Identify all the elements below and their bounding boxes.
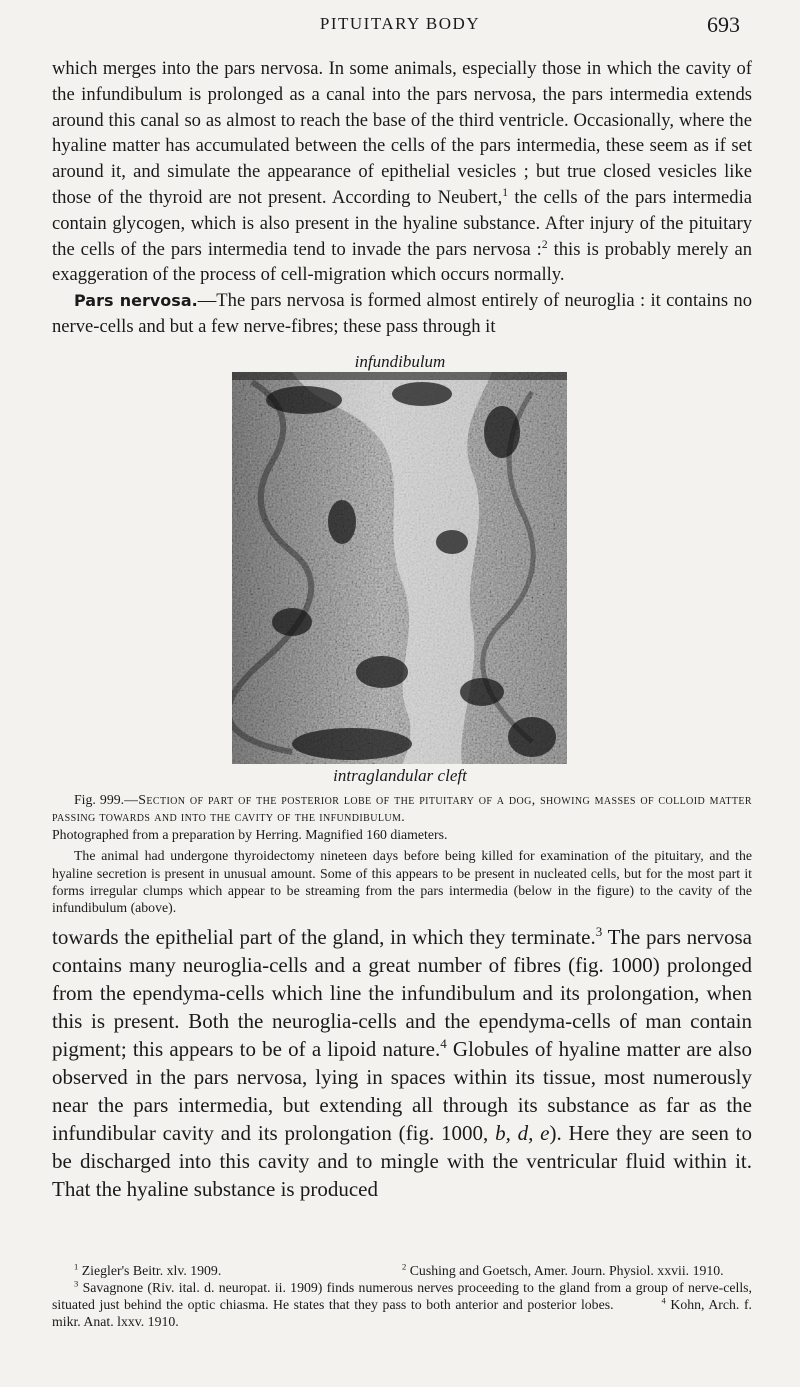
micrograph-image <box>232 372 567 764</box>
upper-body-text <box>52 56 752 340</box>
figure-label-intraglandular-cleft: intraglandular cleft <box>333 766 467 785</box>
figure-caption <box>52 791 752 917</box>
paragraph-text: Globules of hyaline matter are also observed in the pars nervosa, lying in spaces within its tissue, most numerously near the pars intermedia, but extending all through its substance as far as the infundibular cavity and its prolongation (fig. 1000, <box>52 1037 753 1145</box>
paragraph-text: The pars nervosa contains many neuroglia-cells and a great number of fibres (fig. 1000) prolonged from the ependyma-cells which line the infundibulum and its prolongation, when this is present. Both the neuroglia-cells and the ependyma-cells of man contain pigment; this appears to be of a lipoid nature. <box>52 925 752 1061</box>
section-heading: Pars nervosa. <box>74 291 198 311</box>
page-header <box>0 14 800 42</box>
paragraph-text: —The pars nervosa is formed almost entirely of neuroglia : it contains no nerve-cells and but a few nerve-fibres; these pass through it <box>52 290 753 337</box>
footnote-2 <box>402 1262 752 1279</box>
paragraph-text: this is probably merely an exaggeration of the process of cell-migration which occurs normally. <box>52 238 752 286</box>
footnotes <box>52 1262 752 1330</box>
figure-label-infundibulum: infundibulum <box>354 352 446 371</box>
footnote-text: Cushing and Goetsch, Amer. Journ. Physiol. xxvii. 1910. <box>406 1263 724 1278</box>
caption-credit: Photographed from a preparation by Herring. Magnified 160 diameters. <box>52 826 448 842</box>
footnote-mark: 1 <box>74 1261 79 1272</box>
caption-note: The animal had undergone thyroidectomy nineteen days before being killed for examination of the pituitary, and the hyaline secretion is present in unusual amount. Some of this appears to be present in nucleated cells, but for the most part it forms irregular clumps which appear to be streaming from the pars intermedia (below in the figure) to the cavity of the infundibulum (above). <box>52 848 752 916</box>
footnote-ref: 4 <box>440 1036 447 1051</box>
footnote-ref: 1 <box>502 186 508 199</box>
footnote-ref: 2 <box>541 238 548 251</box>
footnote-text: Savagnone (Riv. ital. d. neuropat. ii. 1909) finds numerous nerves proceeding to the gland from a group of nerve-cells, situated just behind the optic chiasma. He states that they pass to both anterior and posterior lobes. <box>52 1280 752 1312</box>
caption-title-text: —Section of part of the posterior lobe of the pituitary of a dog, showing masses of colloid matter passing towards and into the cavity of the infundibulum. <box>52 792 752 825</box>
footnote-text: Ziegler's Beitr. xlv. 1909. <box>78 1263 222 1278</box>
page-number: 693 <box>707 12 740 37</box>
footnote-mark: 2 <box>402 1261 407 1272</box>
caption-title <box>52 791 752 826</box>
caption-figure-number: Fig. 999. <box>74 792 125 807</box>
footnote-3 <box>52 1279 752 1330</box>
paragraph-pars-intermedia <box>52 56 752 288</box>
paragraph-continuation <box>52 923 752 1203</box>
paragraph-text: the cells of the pars intermedia contain glycogen, which is also present in the hyaline substance. After injury of the pituitary the cells of the pars intermedia tend to invade the pars nervosa : <box>52 186 752 260</box>
footnote-mark: 4 <box>661 1295 666 1306</box>
footnote-1 <box>52 1262 402 1279</box>
footnote-text: Kohn, Arch. f. mikr. Anat. lxxv. 1910. <box>52 1297 752 1329</box>
footnote-row <box>52 1262 752 1279</box>
paragraph-text: which merges into the pars nervosa. In some animals, especially those in which the cavity of the infundibulum is prolonged as a canal into the pars nervosa, the pars intermedia extends around this canal so as almost to reach the base of the third ventricle. Occasionally, where the hyaline matter has accumulated between the cells of the pars intermedia, these seem as if set around it, and simulate the appearance of epithelial vesicles ; but true closed vesicles like those of the thyroid are not present. According to Neubert, <box>52 58 752 208</box>
lower-body-text <box>52 923 752 1203</box>
footnote-mark: 3 <box>74 1278 79 1289</box>
paragraph-text: ). Here they are seen to be discharged into this cavity and to mingle with the ventricular fluid within it. That the hyaline substance is produced <box>52 1121 753 1201</box>
paragraph-pars-nervosa <box>52 288 752 340</box>
footnote-ref: 3 <box>595 924 603 939</box>
paragraph-text: towards the epithelial part of the gland, in which they terminate. <box>52 925 596 949</box>
figure-part-refs: b, d, e <box>495 1121 550 1145</box>
running-head: PITUITARY BODY <box>319 14 481 33</box>
